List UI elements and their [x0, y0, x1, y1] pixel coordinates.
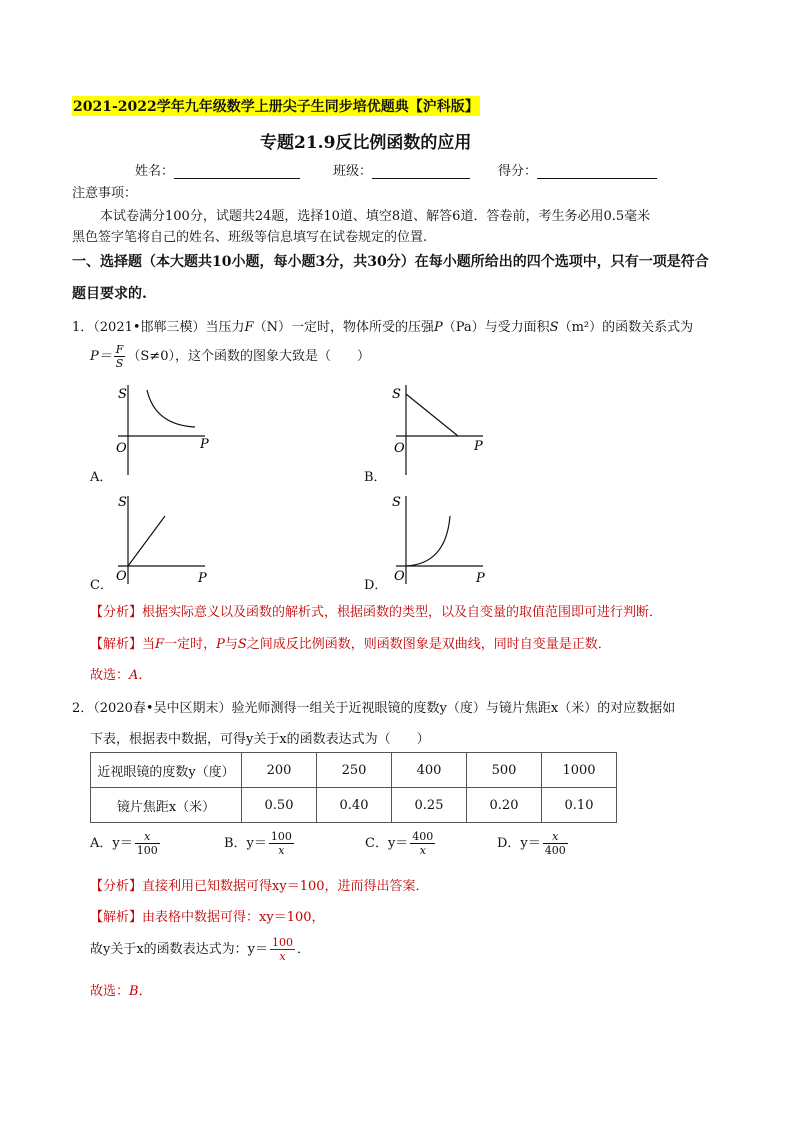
table-header-cell: 近视眼镜的度数y（度）	[91, 753, 242, 788]
table-cell: 250	[317, 753, 392, 788]
q1-formula	[90, 343, 370, 370]
origin-label: O	[394, 569, 405, 584]
q2-option-c[interactable]	[365, 830, 437, 857]
q2-option-b[interactable]	[224, 830, 296, 857]
q1-stem-b: 一定时，物体所受的压强	[290, 320, 434, 335]
answer-prefix: 故选：	[90, 984, 130, 999]
q1-solution	[90, 633, 611, 652]
table-cell: 0.40	[317, 788, 392, 823]
option-c-label[interactable]: C．	[90, 578, 113, 593]
axis-label-s: S	[118, 387, 127, 402]
q1-var-s: S	[549, 320, 559, 335]
class-label: 班级：	[333, 164, 373, 179]
answer-suffix: ．	[138, 668, 152, 683]
q2-option-a[interactable]	[90, 830, 162, 857]
axis-label-p: P	[476, 571, 485, 586]
q1-stem-a: 1．（2021•邯郸三模）当压力	[72, 320, 245, 335]
hyperbola-curve	[147, 390, 195, 427]
section-heading-cont: 题目要求的.	[72, 286, 147, 302]
section-heading: 一、选择题（本大题共10小题，每小题3分，共30分）在每小题所给出的四个选项中，只有一项是符合	[72, 254, 709, 270]
increasing-line	[128, 516, 165, 566]
option-num: 400	[412, 830, 434, 843]
name-label: 姓名：	[135, 164, 175, 179]
q1-frac-den: S	[115, 357, 124, 370]
table-cell: 1000	[542, 753, 617, 788]
solution-tag: 【解析】	[90, 910, 143, 925]
option-num: x	[135, 830, 160, 844]
table-cell: 500	[467, 753, 542, 788]
origin-label: O	[116, 441, 127, 456]
origin-label: O	[116, 569, 127, 584]
option-den: x	[278, 844, 285, 857]
page-title: 专题21.9反比例函数的应用	[260, 133, 472, 153]
option-d-label[interactable]: D．	[364, 578, 388, 593]
table-cell: 400	[392, 753, 467, 788]
axis-label-p: P	[474, 439, 483, 454]
score-line	[537, 164, 657, 179]
score-label: 得分：	[498, 164, 538, 179]
axis-label-p: P	[200, 437, 209, 452]
decreasing-line	[406, 394, 458, 436]
q1-stem-c: 与受力面积	[484, 320, 550, 335]
q1-formula-cond: （S≠0），这个函数的图象大致是（ ）	[127, 349, 370, 364]
option-label: D．y＝	[497, 836, 541, 851]
option-num: x	[543, 830, 568, 844]
q1-unit-pa: （Pa）	[442, 320, 485, 335]
option-a-graph[interactable]	[110, 380, 220, 480]
q2-stem-2: 下表，根据表中数据，可得y关于x的函数表达式为（ ）	[90, 732, 430, 747]
analysis-text: 根据实际意义以及函数的解析式，根据函数的类型，以及自变量的取值范围即可进行判断．	[142, 605, 663, 620]
option-den: x	[419, 844, 426, 857]
solution-var-s: S	[237, 637, 247, 652]
q1-answer	[90, 664, 151, 683]
solution-var-f: F	[155, 637, 165, 652]
table-cell: 0.25	[392, 788, 467, 823]
solution-tag: 【解析】	[90, 637, 143, 652]
q1-stem	[72, 316, 693, 335]
axis-label-p: P	[198, 571, 207, 586]
answer-value: A	[129, 668, 139, 683]
q1-analysis	[90, 601, 662, 620]
option-b-label[interactable]: B．	[364, 470, 387, 485]
score-field[interactable]	[498, 160, 657, 179]
notice-line-2: 黑色签字笔将自己的姓名、班级等信息填写在试卷规定的位置.	[72, 230, 428, 245]
table-cell: 0.50	[242, 788, 317, 823]
axis-label-s: S	[118, 495, 127, 510]
origin-label: O	[394, 441, 405, 456]
table-row	[91, 788, 617, 823]
solution-text: 由表格中数据可得：xy＝100，	[142, 910, 325, 925]
series-banner: 2021-2022学年九年级数学上册尖子生同步培优题典【沪科版】	[72, 96, 480, 116]
solution-b: 一定时，	[164, 637, 217, 652]
q1-unit-n: （N）	[253, 320, 291, 335]
name-line	[174, 164, 300, 179]
option-label: C．y＝	[365, 836, 409, 851]
analysis-text: 直接利用已知数据可得xy＝100，进而得出答案．	[142, 879, 429, 894]
q1-unit-m: （m²）	[558, 320, 603, 335]
q1-var-f: F	[244, 320, 254, 335]
q1-frac-num: F	[115, 343, 124, 356]
class-field[interactable]	[333, 160, 470, 179]
conclusion-num: 100	[272, 936, 294, 949]
option-den: 100	[136, 844, 158, 857]
option-a-label[interactable]: A．	[90, 470, 113, 485]
table-row	[91, 753, 617, 788]
solution-a: 当	[142, 637, 156, 652]
notice-line-1: 本试卷满分100分，试题共24题，选择10道、填空8道、解答6道．答卷前，考生务必用0.5毫米	[100, 209, 651, 224]
option-label: A．y＝	[90, 836, 133, 851]
option-d-graph[interactable]	[388, 486, 498, 586]
option-c-graph[interactable]	[110, 486, 220, 586]
option-b-graph[interactable]	[388, 380, 498, 480]
q1-fraction	[114, 343, 126, 370]
solution-d: 之间成反比例函数，则函数图象是双曲线，同时自变量是正数．	[246, 637, 611, 652]
q2-analysis	[90, 875, 429, 894]
q2-conclusion	[90, 936, 310, 963]
table-cell: 200	[242, 753, 317, 788]
table-cell: 0.20	[467, 788, 542, 823]
q2-stem-1: 2．（2020春•吴中区期末）验光师测得一组关于近视眼镜的度数y（度）与镜片焦距x（米）的对应数据如	[72, 701, 676, 716]
name-field[interactable]	[135, 160, 300, 179]
analysis-tag: 【分析】	[90, 879, 143, 894]
table-header-cell: 镜片焦距x（米）	[91, 788, 242, 823]
q1-stem-d: 的函数关系式为	[602, 320, 694, 335]
axis-label-s: S	[392, 387, 401, 402]
answer-prefix: 故选：	[90, 668, 130, 683]
option-num: 100	[270, 830, 292, 843]
q1-formula-lhs: P＝	[90, 349, 112, 364]
q2-solution	[90, 906, 325, 925]
data-table	[90, 752, 617, 823]
option-den: 400	[544, 844, 566, 857]
conclusion-prefix: 故y关于x的函数表达式为：y＝	[90, 942, 269, 957]
solution-var-p: P	[216, 637, 225, 652]
solution-c: 与	[224, 637, 238, 652]
answer-value: B	[129, 984, 139, 999]
table-cell: 0.10	[542, 788, 617, 823]
conclusion-den: x	[279, 950, 286, 963]
analysis-tag: 【分析】	[90, 605, 143, 620]
q1-var-p: P	[433, 320, 443, 335]
q2-answer	[90, 980, 152, 999]
q2-option-d[interactable]	[497, 830, 570, 857]
conclusion-suffix: ．	[297, 942, 311, 957]
option-label: B．y＝	[224, 836, 267, 851]
notice-heading: 注意事项：	[72, 186, 138, 201]
answer-suffix: ．	[138, 984, 152, 999]
class-line	[372, 164, 470, 179]
increasing-curve	[406, 516, 450, 566]
axis-label-s: S	[392, 495, 401, 510]
